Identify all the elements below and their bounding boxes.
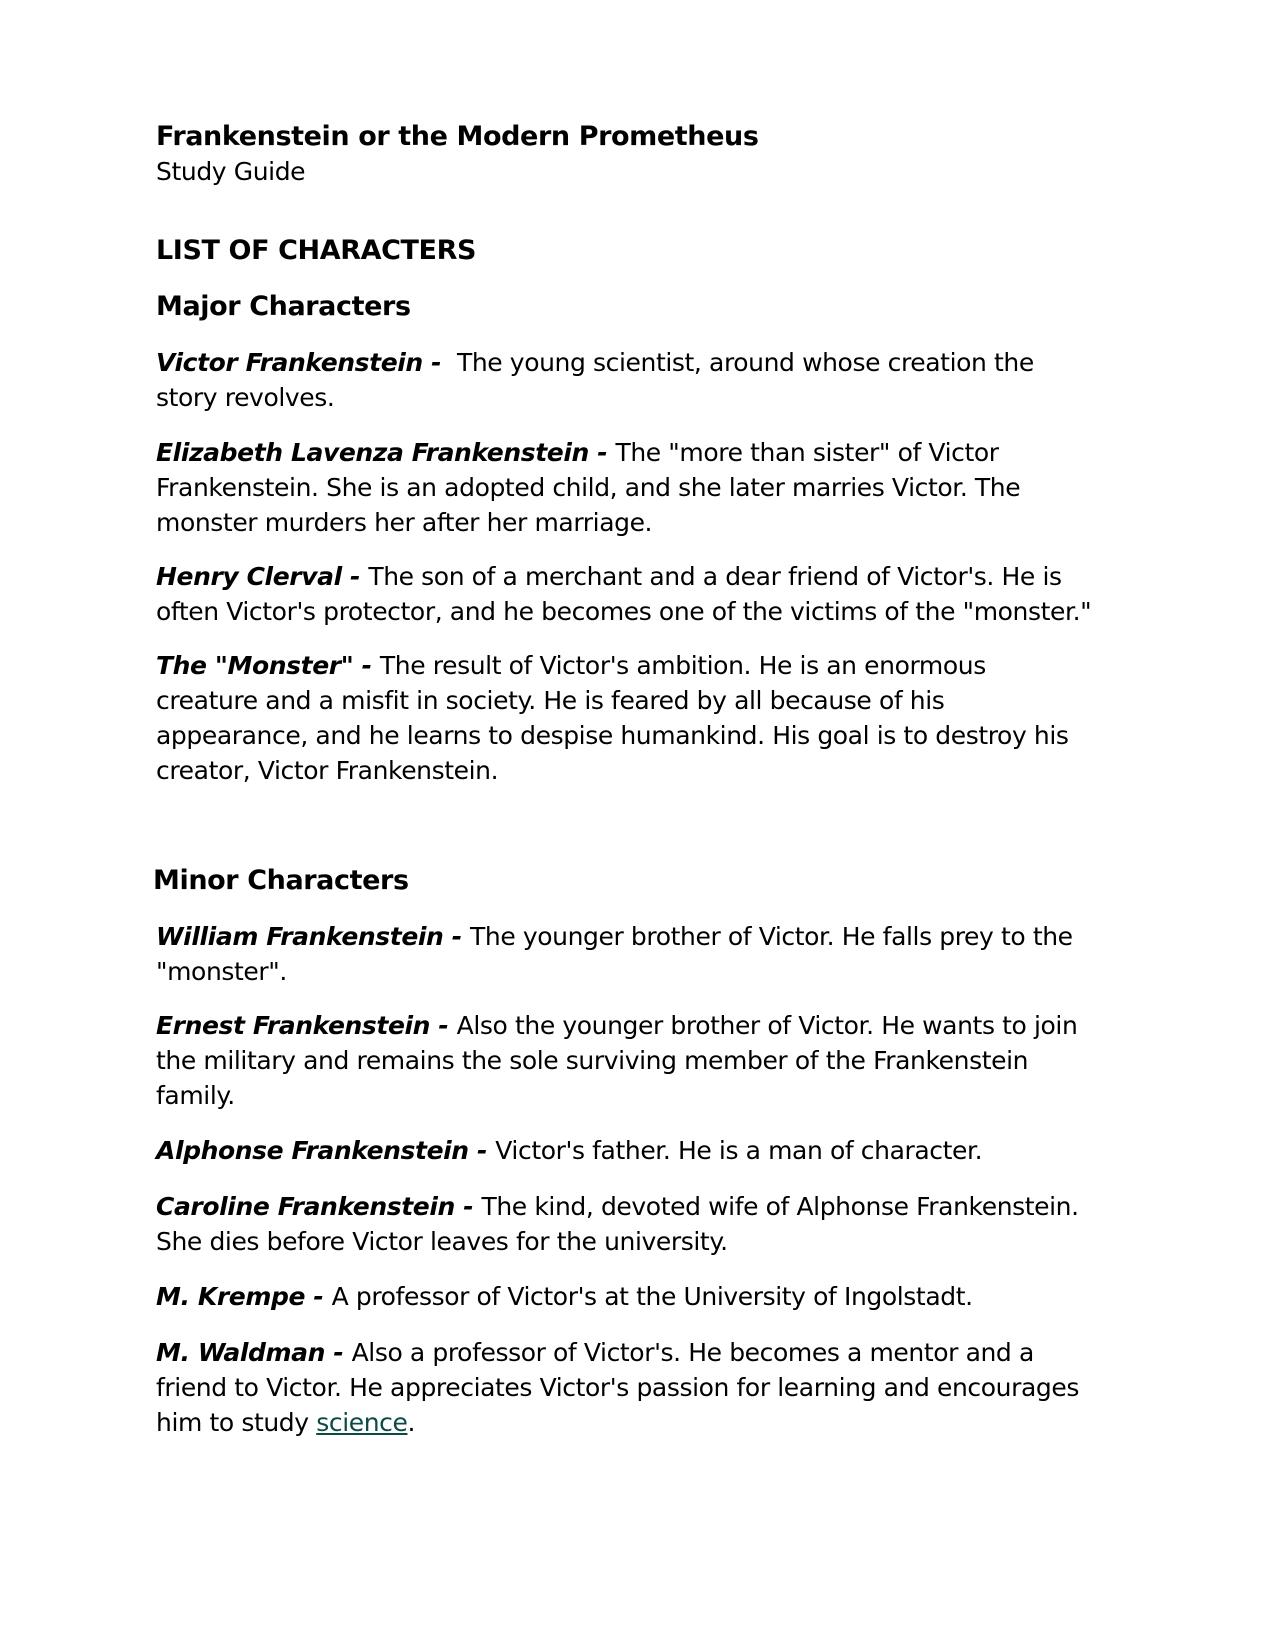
entry-line — [156, 1405, 1156, 1440]
entry-line — [156, 505, 1156, 540]
document-header — [156, 119, 1156, 189]
character-entry — [156, 1133, 1156, 1168]
character-description: monster murders her after her marriage. — [156, 508, 653, 537]
character-name: Elizabeth Lavenza Frankenstein - — [156, 438, 616, 467]
entry-line — [156, 470, 1156, 505]
character-entry — [156, 1008, 1156, 1113]
entry-line — [156, 1133, 1156, 1168]
entry-line — [156, 753, 1156, 788]
science-link[interactable]: science — [316, 1408, 408, 1437]
entry-line — [156, 1078, 1156, 1113]
document-subtitle: Study Guide — [156, 157, 306, 186]
character-name: Ernest Frankenstein - — [156, 1011, 457, 1040]
entry-line — [156, 559, 1156, 594]
character-entry — [156, 559, 1156, 629]
character-description: Also a professor of Victor's. He becomes a mentor and a — [351, 1338, 1034, 1367]
character-description: Frankenstein. She is an adopted child, and she later marries Victor. The — [156, 473, 1021, 502]
character-description: The "more than sister" of Victor — [615, 438, 999, 467]
entry-line — [156, 345, 1156, 380]
character-name: M. Krempe - — [156, 1282, 332, 1311]
character-description: creator, Victor Frankenstein. — [156, 756, 499, 785]
entry-line — [156, 648, 1156, 683]
major-characters-heading: Major Characters — [156, 291, 411, 322]
character-description: The kind, devoted wife of Alphonse Frankenstein. — [481, 1192, 1079, 1221]
character-entry — [156, 435, 1156, 540]
character-description: Also the younger brother of Victor. He wants to join — [456, 1011, 1078, 1040]
entry-line — [156, 1043, 1156, 1078]
character-description: The young scientist, around whose creation the — [449, 348, 1034, 377]
character-name: Henry Clerval - — [156, 562, 369, 591]
character-description: appearance, and he learns to despise humankind. His goal is to destroy his — [156, 721, 1069, 750]
entry-line — [156, 594, 1156, 629]
character-name: Victor Frankenstein - — [156, 348, 450, 377]
character-description: creature and a misfit in society. He is feared by all because of his — [156, 686, 945, 715]
entry-line — [156, 1189, 1156, 1224]
character-entry — [156, 345, 1156, 415]
character-name: Alphonse Frankenstein - — [156, 1136, 496, 1165]
section-heading — [156, 233, 1156, 268]
character-description: The result of Victor's ambition. He is an enormous — [379, 651, 986, 680]
entry-line — [156, 1279, 1156, 1314]
punctuation: . — [407, 1408, 416, 1437]
character-entry — [156, 1279, 1156, 1314]
entry-line — [156, 1370, 1156, 1405]
entry-line — [156, 380, 1156, 415]
character-entry — [156, 1335, 1156, 1440]
character-description: friend to Victor. He appreciates Victor's passion for learning and encourages — [156, 1373, 1079, 1402]
character-name: M. Waldman - — [156, 1338, 352, 1367]
character-name: William Frankenstein - — [156, 922, 471, 951]
minor-characters-heading: Minor Characters — [153, 865, 409, 896]
list-of-characters-heading: LIST OF CHARACTERS — [156, 235, 477, 266]
character-description: The son of a merchant and a dear friend of Victor's. He is — [368, 562, 1062, 591]
entry-line — [156, 919, 1156, 954]
character-description: A professor of Victor's at the University of Ingolstadt. — [331, 1282, 973, 1311]
character-description: him to study — [156, 1408, 317, 1437]
character-description: Victor's father. He is a man of character. — [495, 1136, 983, 1165]
entry-line — [156, 435, 1156, 470]
document-title: Frankenstein or the Modern Prometheus — [156, 121, 759, 152]
entry-line — [156, 1335, 1156, 1370]
character-description: often Victor's protector, and he becomes one of the victims of the "monster." — [156, 597, 1092, 626]
character-description: family. — [156, 1081, 235, 1110]
character-description: "monster". — [156, 957, 287, 986]
entry-line — [156, 718, 1156, 753]
character-entry — [156, 1189, 1156, 1259]
character-entry — [156, 648, 1156, 788]
entry-line — [156, 1224, 1156, 1259]
entry-line — [156, 683, 1156, 718]
character-description: She dies before Victor leaves for the university. — [156, 1227, 728, 1256]
character-name: The "Monster" - — [156, 651, 380, 680]
entry-line — [156, 1008, 1156, 1043]
character-description: the military and remains the sole surviving member of the Frankenstein — [156, 1046, 1029, 1075]
character-description: story revolves. — [156, 383, 335, 412]
character-name: Caroline Frankenstein - — [156, 1192, 482, 1221]
entry-line — [156, 954, 1156, 989]
character-entry — [156, 919, 1156, 989]
character-description: The younger brother of Victor. He falls prey to the — [470, 922, 1073, 951]
